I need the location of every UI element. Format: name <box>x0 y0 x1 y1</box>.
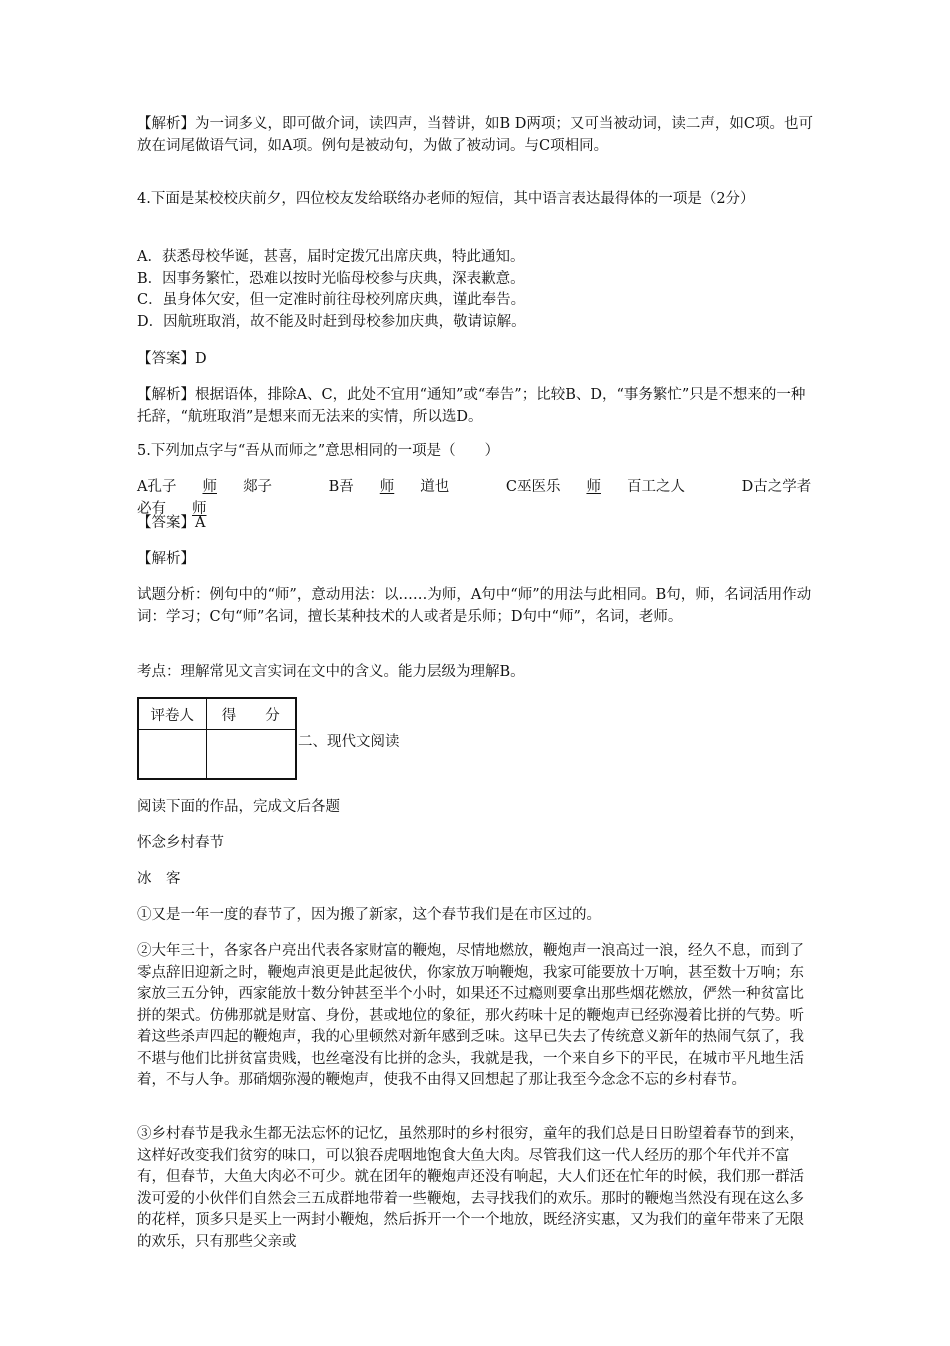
paragraph-3: ③乡村春节是我永生都无法忘怀的记忆，虽然那时的乡村很穷，童年的我们总是日日盼望着春节的到来，这样好改变我们贫穷的味口，可以狼吞虎咽地饱食大鱼大肉。尽管我们这一代人经历的那个年代并不富有，但春节，大鱼大肉必不可少。就在团年的鞭炮声还没有响起，大人们还在忙年的时候，我们那一群活泼可爱的小伙伴们自然会三五成群地带着一些鞭炮，去寻找我们的欢乐。那时的鞭炮当然没有现在这么多的花样，顶多只是买上一两封小鞭炮，然后拆开一个一个地放，既经济实惠，又为我们的童年带来了无限的欢乐，只有那些父亲或 <box>137 1126 804 1250</box>
q4-option-d: D．因航班取消，故不能及时赶到母校参加庆典，敬请谅解。 <box>137 313 526 330</box>
dotted-char: 师 <box>202 479 217 495</box>
score-table <box>137 697 297 780</box>
q5-option-d: D古之学者必有 师 <box>137 479 812 517</box>
article-title: 怀念乡村春节 <box>137 835 224 851</box>
score-header: 得 分 <box>206 698 296 730</box>
q5-option-a: A孔子 师 郯子 <box>137 479 272 495</box>
q4-answer: 【答案】D <box>137 351 207 367</box>
q5-analysis-title: 【解析】 <box>137 551 195 567</box>
score-cell <box>206 730 296 780</box>
q5-answer: 【答案】A <box>137 515 206 531</box>
q4-option-b: B．因事务繁忙，恐难以按时光临母校参与庆典，深表歉意。 <box>137 270 525 287</box>
q5-stem: 5.下列加点字与“吾从而师之”意思相同的一项是（ ） <box>137 443 500 459</box>
reviewer-cell <box>138 730 206 780</box>
section-title: 二、现代文阅读 <box>298 734 400 750</box>
paragraph-1: ①又是一年一度的春节了，因为搬了新家，这个春节我们是在市区过的。 <box>137 907 601 923</box>
q5-kaodian: 考点：理解常见文言实词在文中的含义。能力层级为理解B。 <box>137 664 525 680</box>
q4-option-c: C．虽身体欠安，但一定准时前往母校列席庆典，谨此奉告。 <box>137 292 526 308</box>
reviewer-header: 评卷人 <box>138 698 206 730</box>
article-author: 冰 客 <box>137 871 181 887</box>
paragraph-2: ②大年三十，各家各户亮出代表各家财富的鞭炮，尽情地燃放，鞭炮声一浪高过一浪，经久不息，而到了零点辞旧迎新之时，鞭炮声浪更是此起彼伏，你家放万响鞭炮，我家可能要放十万响，甚至数十万响；东家放三五分钟，西家能放十数分钟甚至半个小时，如果还不过瘾则要拿出那些烟花燃放，俨然一种贫富比拼的架式。仿佛那就是财富、身份，甚或地位的象征，那火药味十足的鞭炮声已经弥漫着比拼的气势。听着这些杀声四起的鞭炮声，我的心里顿然对新年感到乏味。这早已失去了传统意义新年的热闹气氛了，我不堪与他们比拼贫富贵贱，也丝毫没有比拼的念头，我就是我，一个来自乡下的平民，在城市平凡地生活着，不与人争。那硝烟弥漫的鞭炮声，使我不由得又回想起了那让我至今念念不忘的乡村春节。 <box>137 943 804 1088</box>
q4-options <box>137 247 817 333</box>
dotted-char: 师 <box>586 479 601 495</box>
q5-analysis: 试题分析：例句中的“师”，意动用法：以……为师，A句中“师”的用法与此相同。B句，师，名词活用作动词：学习；C句“师”名词，擅长某种技术的人或者是乐师；D句中“师”，名词，老师。 <box>137 587 812 625</box>
reading-instruction: 阅读下面的作品，完成文后各题 <box>137 799 340 815</box>
q4-option-a: A．获悉母校华诞，甚喜，届时定拨冗出席庆典，特此通知。 <box>137 249 525 265</box>
dotted-char: 师 <box>192 500 207 517</box>
q5-option-c: C巫医乐 师 百工之人 <box>505 479 685 495</box>
q4-analysis: 【解析】根据语体，排除A、C，此处不宜用“通知”或“奉告”；比较B、D，“事务繁忙”只是不想来的一种托辞，“航班取消”是想来而无法来的实情，所以选D。 <box>137 387 806 425</box>
dotted-char: 师 <box>379 479 395 495</box>
q5-option-b: B吾 师 道也 <box>328 479 450 495</box>
q3-analysis: 【解析】为一词多义，即可做介词，读四声，当替讲，如B D两项；又可当被动词，读二声，如C项。也可放在词尾做语气词，如A项。例句是被动句，为做了被动词。与C项相同。 <box>137 116 813 154</box>
q4-stem: 4.下面是某校校庆前夕，四位校友发给联络办老师的短信，其中语言表达最得体的一项是（2分） <box>137 191 755 207</box>
